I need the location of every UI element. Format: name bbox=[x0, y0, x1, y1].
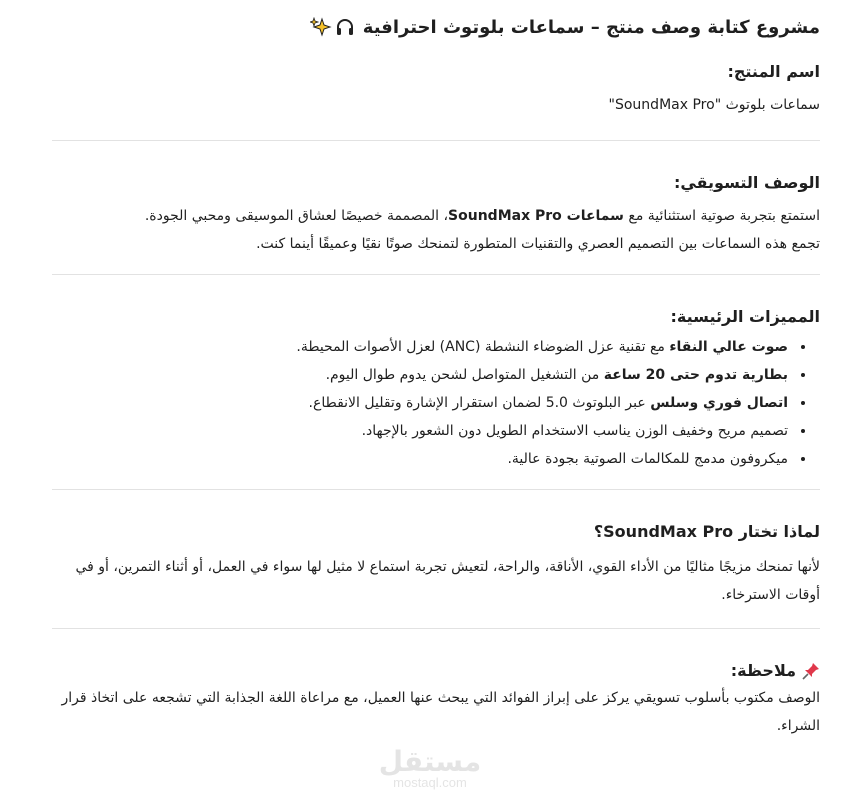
page-title-text: مشروع كتابة وصف منتج – سماعات بلوتوث احترافية bbox=[362, 16, 820, 38]
feature-text: عبر البلوتوث 5.0 لضمان استقرار الإشارة وتقليل الانقطاع. bbox=[308, 395, 651, 411]
headphone-icon bbox=[335, 17, 355, 37]
marketing-line1-bold: سماعات SoundMax Pro bbox=[448, 208, 624, 224]
watermark-arabic: مستقل bbox=[378, 745, 482, 778]
feature-item bbox=[52, 445, 790, 473]
sparkles-icon bbox=[310, 17, 332, 37]
product-name-value: سماعات بلوتوث "SoundMax Pro" bbox=[608, 97, 820, 113]
why-paragraph: لأنها تمنحك مزيجًا مثاليًا من الأداء القوي، الأناقة، والراحة، لتعيش تجربة استماع لا مثيل لها سواء في العمل، أو أثناء التمرين، أو في أوقات الاسترخاء. bbox=[75, 559, 820, 603]
marketing-section bbox=[52, 173, 820, 258]
title-emojis bbox=[310, 17, 355, 37]
note-heading-row bbox=[52, 661, 820, 680]
feature-item bbox=[52, 333, 790, 361]
marketing-line1-post: ، المصممة خصيصًا لعشاق الموسيقى ومحبي الجودة. bbox=[144, 208, 449, 224]
page-title bbox=[52, 14, 820, 40]
marketing-heading: الوصف التسويقي: bbox=[673, 173, 820, 192]
product-name-heading: اسم المنتج: bbox=[727, 62, 820, 81]
features-heading: المميزات الرئيسية: bbox=[670, 307, 820, 326]
why-section bbox=[52, 522, 820, 609]
divider bbox=[52, 628, 820, 629]
divider bbox=[52, 274, 820, 275]
feature-text: ميكروفون مدمج للمكالمات الصوتية بجودة عالية. bbox=[507, 451, 788, 467]
product-name-section bbox=[52, 62, 820, 119]
pushpin-icon bbox=[802, 662, 820, 680]
feature-bold: بطارية تدوم حتى 20 ساعة bbox=[603, 367, 788, 383]
note-paragraph: الوصف مكتوب بأسلوب تسويقي يركز على إبراز الفوائد التي يبحث عنها العميل، مع مراعاة اللغة الجذابة التي تشجعه على اتخاذ قرار الشراء. bbox=[61, 690, 820, 734]
feature-text: تصميم مريح وخفيف الوزن يناسب الاستخدام الطويل دون الشعور بالإجهاد. bbox=[361, 423, 788, 439]
note-heading: ملاحظة: bbox=[730, 661, 796, 680]
feature-item bbox=[52, 389, 790, 417]
feature-text: مع تقنية عزل الضوضاء النشطة (ANC) لعزل الأصوات المحيطة. bbox=[296, 339, 670, 355]
marketing-line2: تجمع هذه السماعات بين التصميم العصري والتقنيات المتطورة لتمنحك صوتًا نقيًا وعميقًا أينما كنت. bbox=[256, 236, 820, 252]
feature-text: من التشغيل المتواصل لشحن يدوم طوال اليوم. bbox=[325, 367, 604, 383]
divider bbox=[52, 489, 820, 490]
why-heading: لماذا تختار SoundMax Pro؟ bbox=[593, 522, 820, 541]
note-section bbox=[52, 661, 820, 740]
marketing-line1-pre: استمتع بتجربة صوتية استثنائية مع bbox=[623, 208, 820, 224]
divider bbox=[52, 140, 820, 141]
watermark-latin: mostaql.com bbox=[393, 775, 467, 790]
feature-bold: صوت عالي النقاء bbox=[669, 339, 788, 355]
feature-item bbox=[52, 361, 790, 389]
watermark bbox=[360, 745, 500, 790]
features-section bbox=[52, 307, 820, 473]
feature-item bbox=[52, 417, 790, 445]
document bbox=[52, 0, 820, 740]
features-list bbox=[52, 333, 820, 473]
marketing-paragraph bbox=[52, 202, 820, 258]
feature-bold: اتصال فوري وسلس bbox=[650, 395, 788, 411]
